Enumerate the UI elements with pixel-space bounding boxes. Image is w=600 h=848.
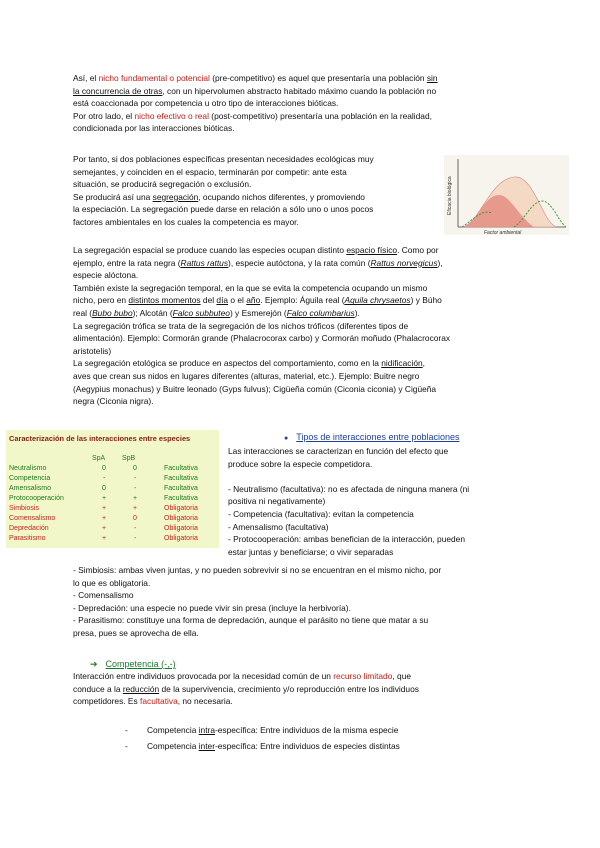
col-spa: SpA [92,455,106,462]
bullet-icon: ● [284,435,289,442]
term-nicho-real: nicho efectivo o real [134,110,209,121]
nicho-paragraph: Así, el nicho fundamental o potencial (pre-competitivo) es aquel que presentaría una población sin la concurrencia de otras, con un hipervolumen abstracto habitado máximo cuando la población no está coaccionada por competencia u otro tipo de interacciones bióticas. Por otro lado, el nicho efectivo o real (post-competitivo) presentaría una población en la realidad, condicionada por las interacciones bióticas. [73,73,438,134]
competencia-types-list [125,724,525,752]
list-item: - Competencia inter-específica: Entre individuos de especies distintas [125,740,400,751]
table-row: Competencia - - Facultativa [9,475,198,482]
niche-curve-figure [444,155,569,235]
segregacion-paragraph: Por tanto, si dos poblaciones específicas presentan necesidades ecológicas muy semejantes, y coinciden en el espacio, terminarán por competir: ante esta situación, se producirá segregación o exclusión. Se producirá así una segregación, ocupando nichos diferentes, y promoviendo la especiación. La segregación puede darse en relación a sólo uno o unos pocos factores ambientales en los cuales la competencia es mayor. [73,154,374,227]
competencia-paragraph: Interacción entre individuos provocada por la necesidad común de un recurso limitado, que conduce a la reducción de la supervivencia, crecimiento y/o reproducción entre los individuos competidores. Es facultativa, no necesaria. [73,671,419,707]
competencia-heading: ➔ Competencia (-,-) [90,659,176,669]
table-row: Parasitismo + - Obligatoria [9,535,198,542]
interactions-list: - Simbiosis: ambas viven juntas, y no pueden sobrevivir si no se encuentran en el mismo nicho, por lo que es obligatoria. - Comensalismo - Depredación: una especie no puede vivir sin presa (incluye la herbivoría). - Parasitismo: constituye una forma de depredación, aunque el parásito no tiene que matar a su presa, pues se aprovecha de ella. [73,565,442,638]
table-row: Depredación + - Obligatoria [9,525,198,532]
niche-curve-plot [444,155,569,235]
table-title: Caracterización de las interacciones entre especies [9,434,191,443]
segregacion-types-paragraph: La segregación espacial se produce cuando las especies ocupan distinto espacio físico. Como por ejemplo, entre la rata negra (Rattus rattus), especie autóctona, y la rata común (Rattus norvegicus), especie alóctona. También existe la segregación temporal, en la que se evita la competencia ocupando un mismo nicho, pero en distintos momentos del día o el año. Ejemplo: Águila real (Aquila chrysaetos) y Búho real (Bubo bubo); Alcotán (Falco subbuteo) y Esmerejón (Falco columbarius). La segregación trófica se trata de la segregación de los nichos tróficos (diferentes tipos de alimentación). Ejemplo: Cormorán grande (Phalacrocorax carbo) y Cormorán moñudo (Phalacrocorax aristotelis) La segregación etológica se produce en aspectos del comportamiento, como en la nidificación, aves que crean sus nidos en lugares diferentes (alturas, material, etc.). Ejemplo: Buitre negro (Aegypius monachus) y Buitre leonado (Gyps fulvus); Cigüeña común (Ciconia ciconia) y Cigüeña negra (Ciconia nigra). [73,245,451,407]
interactions-intro: Las interacciones se caracterizan en función del efecto que produce sobre la especie competidora. - Neutralismo (facultativa): no es afectada de ninguna manera (ni positiva ni negativamente) - Competencia (facultativa): evitan la competencia - Amensalismo (facultativa) - Protocooperación: ambas benefician de la interacción, pueden estar juntas y beneficiarse; o vivir separadas [228,446,470,557]
table-row: Amensalismo 0 - Facultativa [9,485,198,492]
table-row: Comensalismo + 0 Obligatoria [9,515,198,522]
table-row: Protocooperación + + Facultativa [9,495,198,502]
table-row: Simbiosis + + Obligatoria [9,505,198,512]
arrow-right-icon: ➔ [90,659,98,669]
figure-ylabel: Eficacia biológica [447,176,453,215]
interactions-table [6,430,219,548]
list-item: - Competencia intra-específica: Entre individuos de la misma especie [125,725,399,735]
figure-xlabel: Factor ambiental [484,230,522,235]
term-nicho-fundamental: nicho fundamental o potencial [98,73,210,83]
col-spb: SpB [122,455,136,462]
interactions-heading: ● Tipos de interacciones entre poblaciones [284,432,460,442]
table-row: Neutralismo 0 0 Facultativa [9,465,198,472]
